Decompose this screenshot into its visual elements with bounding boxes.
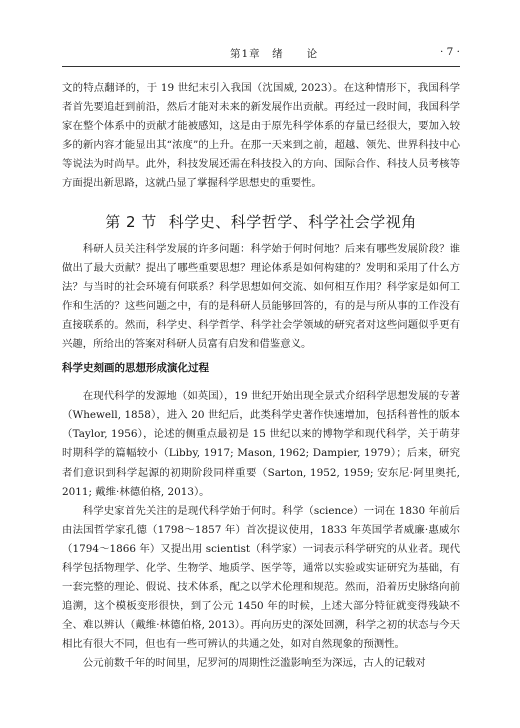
page-body [62, 79, 460, 674]
subsection-heading: 科学史刻画的思想形成演化过程 [62, 362, 209, 375]
page-number: · 7 · [439, 46, 460, 58]
section-heading [62, 211, 460, 232]
paragraph: 公元前数千年的时间里，尼罗河的周期性泛滥影响至为深远，古人的记载对 [82, 657, 426, 670]
paragraph: 科研人员关注科学发展的许多问题：科学始于何时何地？后来有哪些发展阶段？谁做出了最大贡献？提出了哪些重要思想？理论体系是如何构建的？发明和采用了什么方法？与当时的社会环境有何联系？科学思想如何交流、如何相互作用？科学家是如何工作和生活的？这些问题之中，有的是科研人员能够回答的，有的是与所从事的工作没有直接联系的。然而，科学史、科学哲学、科学社会学领域的研究者对这些问题似乎更有兴趣，所给出的答案对科研人员富有启发和借鉴意义。 [62, 242, 460, 351]
paragraph: 科学史家首先关注的是现代科学始于何时。科学（science）一词在 1830 年前后由法国哲学家孔德（1798～1857 年）首次提议使用，1833 年英国学者威廉·惠威尔（1794～1866 年）又提出用 scientist（科学家）一词表示科学研究的从业者。现代科学包括物理学、化学、生物学、地质学、医学等，通常以实验或实证研究为基础，有一套完整的理论、假说、技术体系，配之以学术伦理和规范。然而，沿着历史脉络向前追溯，这个模板变形很快，到了公元 1450 年的时候，上述大部分特征就变得残缺不全、难以辨认（戴维·林德伯格, 2013）。再向历史的深处回溯，科学之初的状态与今天相比有很大不同，但也有一些可辨认的共通之处，如对自然现象的预测性。 [62, 504, 460, 651]
section-title-text: 科学史、科学哲学、科学社会学视角 [168, 212, 417, 231]
running-header [62, 44, 460, 67]
paragraph: 在现代科学的发源地（如英国），19 世纪开始出现全景式介绍科学思想发展的专著（Whewell, 1858），进入 20 世纪后，此类科学史著作快速增加，包括科普性的版本（Taylor, 1956），论述的侧重点最初是 15 世纪以来的博物学和现代科学，关于萌芽时期科学的篇幅较小（Libby, 1917; Mason, 1962; Dampier, 1979）；后来，研究者们意识到科学起源的初期阶段同样重要（Sarton, 1952, 1959; 安东尼·阿里奥托, 2011; 戴维·林德伯格, 2013）。 [62, 390, 460, 498]
paragraph-continued: 文的特点翻译的，于 19 世纪末引入我国（沈国威, 2023）。在这种情形下，我国科学者首先要追赶到前沿，然后才能对未来的新发展作出贡献。再经过一段时间，我国科学家在整个体系中的贡献才能被感知，这是由于原先科学体系的存量已经很大，要加入较多的新内容才能显出其“浓度”的上升。在那一天来到之前，超越、领先、世界科技中心等说法为时尚早。此外，科技发展还需在科技投入的方向、国际合作、科技人员考核等方面提出新思路，这就凸显了掌握科学思想史的重要性。 [62, 82, 460, 190]
chapter-title: 第1章 绪 论 [230, 48, 319, 60]
section-number: 第 2 节 [105, 212, 157, 231]
